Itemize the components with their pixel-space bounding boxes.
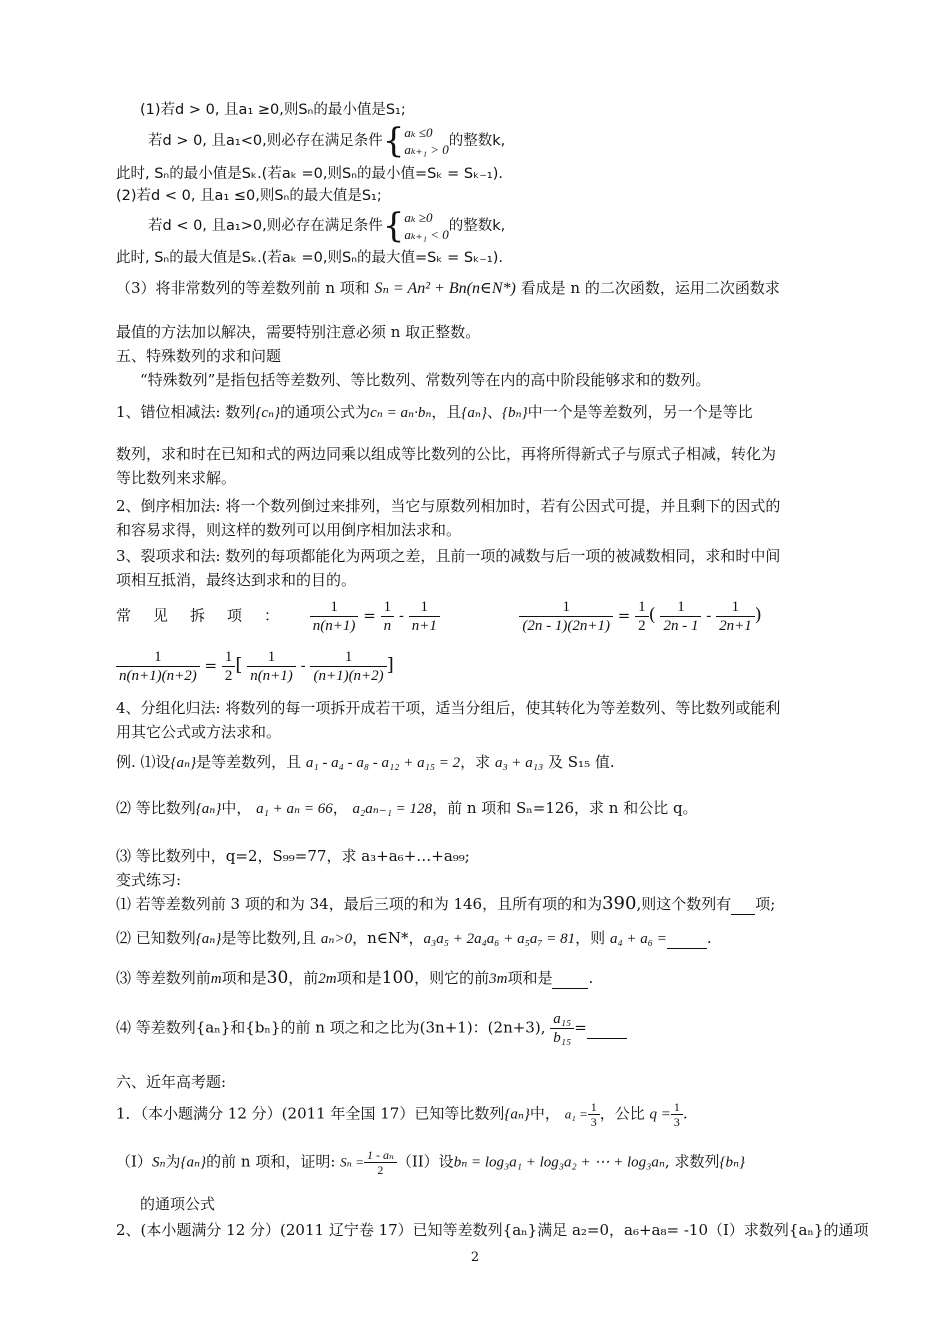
text-segment: （3）将非常数列的等差数列前 n 项和 xyxy=(116,279,370,297)
condition-stack xyxy=(404,209,448,243)
formula: a₁ + aₙ = 66 xyxy=(256,801,333,817)
equals-sign: = xyxy=(204,656,218,675)
text-line: (1)若d > 0, 且a₁ ≥0,则Sₙ的最小值是S₁; xyxy=(140,102,406,118)
text-segment: 的前 n 项和，证明: xyxy=(206,1152,336,1171)
fraction: $\frac{1}{n}$ xyxy=(381,598,395,635)
text-segment: 例. ⑴设 xyxy=(116,753,171,771)
number: 390 xyxy=(602,893,637,914)
number: 30 xyxy=(266,968,289,988)
fraction: $\frac{\text{1 - aₙ}}{2}$ xyxy=(364,1148,397,1177)
text-line: 的通项公式 xyxy=(140,1195,216,1213)
fraction: $\frac{1}{n(n+1)}$ xyxy=(247,648,296,685)
text-line: 和容易求得，则这样的数列可以用倒序相加法求和。 xyxy=(116,521,462,539)
text-segment: ， xyxy=(332,799,348,817)
text-segment: 中， xyxy=(529,1104,560,1123)
text-line xyxy=(116,402,836,423)
text-line xyxy=(116,752,836,773)
formula: a₄ + a₆ = xyxy=(609,931,667,947)
formula: {aₙ} xyxy=(461,405,487,421)
text-line xyxy=(148,206,868,249)
fraction: $\frac{1}{2}$ xyxy=(635,598,649,635)
formula: {bₙ} xyxy=(719,1154,746,1171)
formula: aₙ>0 xyxy=(320,931,353,947)
formula: bₙ = log₃a₁ + log₃a₂ + ⋯ + log₃aₙ xyxy=(453,1154,665,1171)
text-line: 3、裂项求和法: 数列的每项都能化为两项之差，且前一项的减数与后一项的被减数相同，求和时中间 xyxy=(116,547,781,565)
text-segment: . xyxy=(682,1104,688,1123)
text-segment: 的通项公式为 xyxy=(280,403,371,421)
text-segment: 、 xyxy=(487,403,503,421)
formula: {aₙ} xyxy=(195,801,222,817)
text-segment: ，则 xyxy=(575,929,606,947)
text-segment: , 求数列 xyxy=(664,1152,720,1171)
formula: 3m xyxy=(489,971,508,987)
text-segment: ，n∈N*， xyxy=(352,929,424,947)
page-number: 2 xyxy=(470,1250,480,1265)
text-segment: ⑵ 等比数列 xyxy=(116,799,196,817)
formula: a₁ - a₄ - a₈ - a₁₂ + a₁₅ = 2 xyxy=(305,755,461,771)
fraction: $\frac{1}{(2n - 1)(2n+1)}$ xyxy=(519,598,613,635)
text-segment: ⑷ 等差数列{aₙ}和{bₙ}的前 n 项之和之比为(3n+1)：(2n+3), xyxy=(116,1018,546,1037)
text-line: 最值的方法加以解决，需要特别注意必须 n 取正整数。 xyxy=(116,323,481,341)
section-heading: 五、特殊数列的求和问题 xyxy=(116,347,282,365)
text-segment: （II）设 xyxy=(396,1152,454,1171)
section-heading: 六、近年高考题: xyxy=(116,1073,227,1091)
text-segment: ，则它的前 xyxy=(414,969,490,987)
text-segment: 1、错位相减法: 数列 xyxy=(116,403,256,421)
text-line: 用其它公式或方法求和。 xyxy=(116,723,282,741)
text-segment: ，前 n 项和 Sₙ=126，求 n 和公比 q。 xyxy=(432,799,698,817)
text-segment: ，公比 xyxy=(599,1104,645,1123)
text-segment: ⑴ 若等差数列前 3 项的和为 34，最后三项的和为 146，且所有项的和为 xyxy=(116,895,603,913)
text-segment: 的整数k, xyxy=(448,218,506,234)
condition-top: aₖ ≥0 xyxy=(404,210,433,225)
text-segment: 中， xyxy=(221,799,252,817)
fraction: $\frac{1}{n+1}$ xyxy=(409,598,440,635)
text-segment: （I） xyxy=(116,1152,152,1171)
text-segment: 项和是 xyxy=(507,969,553,987)
text-segment: 为 xyxy=(165,1152,181,1171)
text-segment: 常见拆项： xyxy=(116,606,302,625)
formula: a₁ = xyxy=(564,1106,588,1122)
text-line xyxy=(116,1148,836,1188)
text-segment: 项和是 xyxy=(221,969,267,987)
text-segment: . xyxy=(706,929,712,947)
text-segment: 中一个是等差数列，另一个是等比 xyxy=(527,403,753,421)
answer-blank[interactable] xyxy=(731,894,755,915)
text-line: 2、(本小题满分 12 分）(2011 辽宁卷 17）已知等差数列{aₙ}满足 a₂=0，a₆+a₈= -10（I）求数列{aₙ}的通项 xyxy=(116,1221,869,1239)
brace-icon: { xyxy=(382,121,405,161)
brace-icon: { xyxy=(382,206,405,246)
formula: Sₙ = An² + Bn(n∈N*) xyxy=(374,280,516,297)
fraction: $\frac{1}{(n+1)(n+2)}$ xyxy=(310,648,386,685)
fraction: $\frac{1}{2n+1}$ xyxy=(716,598,755,635)
text-line xyxy=(116,1100,836,1140)
formula: {aₙ} xyxy=(180,1154,207,1171)
condition-bottom: aₖ₊₁ > 0 xyxy=(404,142,449,157)
formula: {aₙ} xyxy=(170,755,197,771)
text-segment: 是等比数列,且 xyxy=(221,929,317,947)
equals-sign: = xyxy=(574,1018,587,1037)
formula: a₃ + a₁₃ xyxy=(494,755,544,771)
paren: ) xyxy=(754,604,762,626)
formula: Sₙ xyxy=(151,1154,166,1171)
text-segment: ，求 xyxy=(460,753,491,771)
text-line xyxy=(116,278,836,299)
text-segment: ,则这个数列有 xyxy=(636,895,732,913)
fraction: $\frac{1}{3}$ xyxy=(671,1100,683,1129)
text-line xyxy=(116,798,836,819)
text-line: 数列，求和时在已知和式的两边同乘以组成等比数列的公比，再将所得新式子与原式子相减，转化为 xyxy=(116,445,777,463)
text-line xyxy=(116,968,836,989)
bracket: ] xyxy=(386,654,394,676)
text-line xyxy=(148,121,868,164)
text-line: (2)若d < 0, 且a₁ ≤0,则Sₙ的最大值是S₁; xyxy=(116,188,382,204)
minus-sign: - xyxy=(706,606,712,625)
text-segment: 看成是 n 的二次函数，运用二次函数求 xyxy=(520,279,780,297)
text-line: 此时, Sₙ的最大值是Sₖ.(若aₖ =0,则Sₙ的最大值=Sₖ = Sₖ₋₁). xyxy=(116,250,503,266)
paren: ( xyxy=(648,604,656,626)
text-segment: ，且 xyxy=(431,403,462,421)
fraction: $\frac{1}{3}$ xyxy=(588,1100,600,1129)
text-segment: ⑵ 已知数列 xyxy=(116,929,196,947)
text-segment: ⑶ 等差数列前 xyxy=(116,969,211,987)
answer-blank[interactable] xyxy=(667,928,707,949)
text-segment: . xyxy=(588,969,594,987)
text-line xyxy=(116,598,836,642)
condition-stack xyxy=(404,124,448,158)
equals-sign: = xyxy=(617,606,631,625)
text-segment: 及 S₁₅ 值. xyxy=(548,753,615,771)
formula: q = xyxy=(649,1106,671,1123)
text-line: 此时, Sₙ的最小值是Sₖ.(若aₖ =0,则Sₙ的最小值=Sₖ = Sₖ₋₁). xyxy=(116,166,503,182)
equals-sign: = xyxy=(363,606,376,625)
formula: a₂aₙ₋₁ = 128 xyxy=(352,801,433,817)
text-segment: ，前 xyxy=(288,969,319,987)
minus-sign: - xyxy=(300,656,306,675)
text-line xyxy=(116,1010,836,1056)
text-line: 等比数列来求解。 xyxy=(116,469,237,487)
fraction: $\frac{\text{a₁₅}}{\text{b₁₅}}$ xyxy=(550,1010,574,1047)
answer-blank[interactable] xyxy=(552,968,588,989)
text-line: 变式练习: xyxy=(116,871,182,889)
text-line xyxy=(116,648,836,692)
text-segment: 若d < 0, 且a₁>0,则必存在满足条件 xyxy=(148,218,383,234)
number: 100 xyxy=(381,968,415,988)
text-line: 2、倒序相加法: 将一个数列倒过来排列，当它与原数列相加时，若有公因式可提，并且剩下的因式的 xyxy=(116,497,781,515)
text-segment: 是等差数列，且 xyxy=(196,753,302,771)
formula: {aₙ} xyxy=(504,1106,530,1123)
minus-sign: - xyxy=(398,606,404,625)
condition-top: aₖ ≤0 xyxy=(404,125,433,140)
text-line: ⑶ 等比数列中，q=2，S₉₉=77，求 a₃+a₆+…+a₉₉; xyxy=(116,847,470,865)
formula: {cₙ} xyxy=(255,405,281,421)
text-segment: 项; xyxy=(755,895,776,913)
condition-bottom: aₖ₊₁ < 0 xyxy=(404,227,449,242)
text-segment: 1．（本小题满分 12 分）(2011 年全国 17）已知等比数列 xyxy=(116,1104,505,1123)
formula: m xyxy=(210,971,222,987)
text-line xyxy=(116,894,836,915)
fraction: $\frac{1}{n(n+1)}$ xyxy=(310,598,359,635)
formula: {bₙ} xyxy=(502,405,528,421)
text-segment: 若d > 0, 且a₁<0,则必存在满足条件 xyxy=(148,133,383,149)
answer-blank[interactable] xyxy=(587,1018,627,1039)
text-segment: 项和是 xyxy=(336,969,382,987)
bracket: [ xyxy=(235,654,243,676)
text-line: 4、分组化归法: 将数列的每一项拆开成若干项，适当分组后，使其转化为等差数列、等比数列或能利 xyxy=(116,699,781,717)
fraction: $\frac{1}{2n - 1}$ xyxy=(660,598,701,635)
text-line: 项相互抵消，最终达到求和的目的。 xyxy=(116,571,357,589)
text-line: “特殊数列”是指包括等差数列、等比数列、常数列等在内的高中阶段能够求和的数列。 xyxy=(140,371,711,389)
formula: 2m xyxy=(318,971,337,987)
formula: Sₙ = xyxy=(340,1154,364,1170)
formula: cₙ = aₙ·bₙ xyxy=(370,405,432,421)
fraction: $\frac{1}{2}$ xyxy=(222,648,236,685)
text-line xyxy=(116,928,836,949)
fraction: $\frac{1}{n(n+1)(n+2)}$ xyxy=(116,648,200,685)
formula: a₃a₅ + 2a₄a₆ + a₅a₇ = 81 xyxy=(423,931,576,947)
formula: {aₙ} xyxy=(195,931,222,947)
text-segment: 的整数k, xyxy=(448,133,506,149)
